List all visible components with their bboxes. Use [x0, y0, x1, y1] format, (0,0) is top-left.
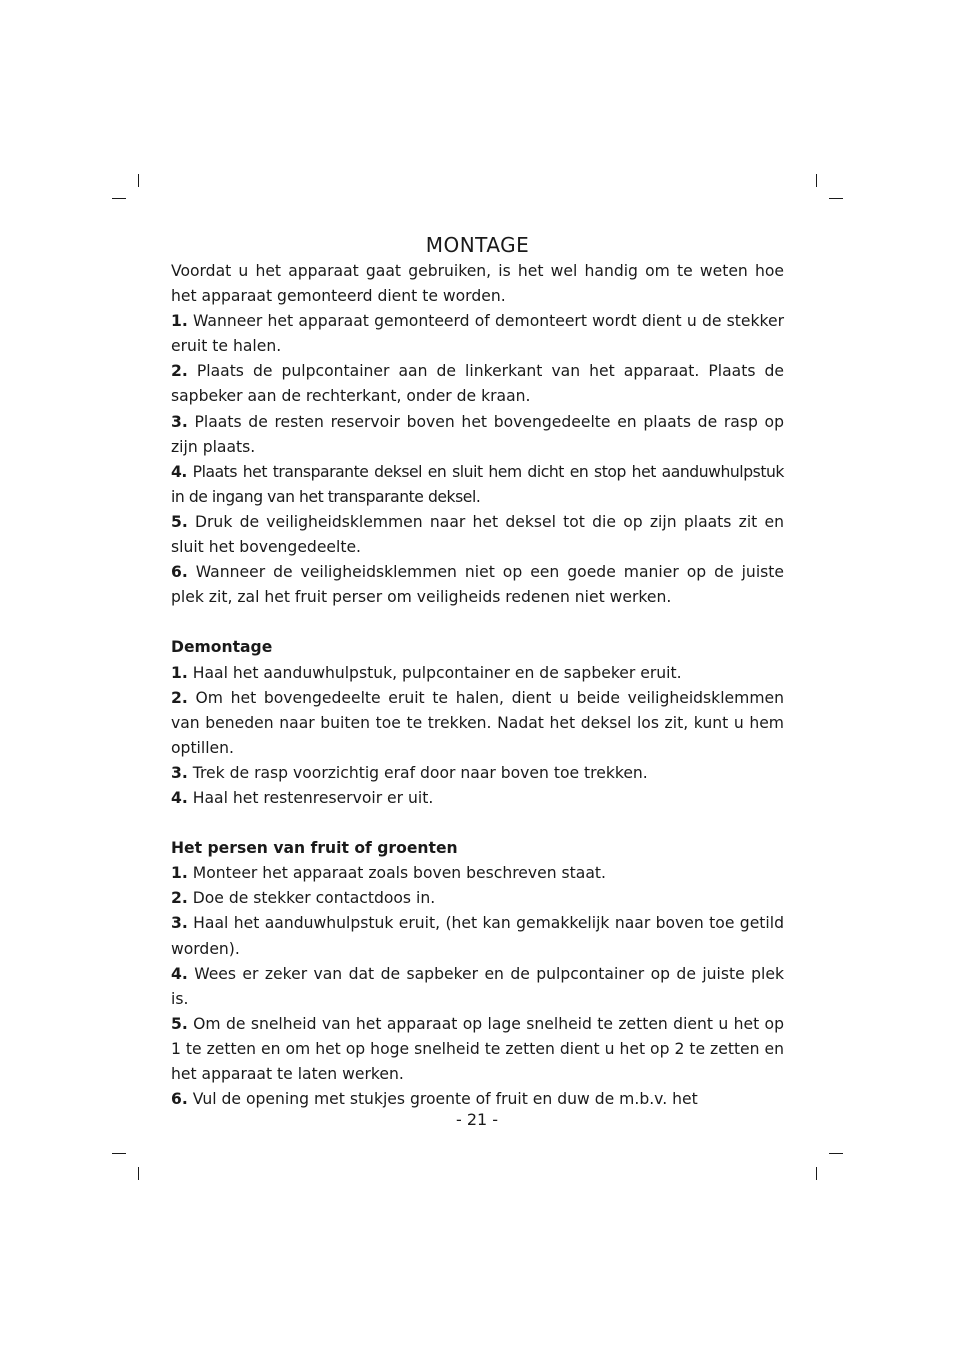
step-number: 5.: [171, 1014, 188, 1033]
section-spacer: [171, 610, 784, 635]
page-title: MONTAGE: [425, 233, 530, 257]
crop-mark-bottom-right-vertical: [816, 1167, 817, 1180]
step-text: Om de snelheid van het apparaat op lage snelheid te zetten dient u het op 1 te zetten en om het op hoge snelheid te zetten dient u het op 2 te zetten en het apparaat te laten werken.: [171, 1014, 784, 1083]
crop-mark-bottom-left-vertical: [138, 1167, 139, 1180]
step-number: 4.: [171, 788, 188, 807]
step-text: Haal het aanduwhulpstuk, pulpcontainer en de sapbeker eruit.: [192, 663, 682, 682]
demontage-heading: Demontage: [171, 638, 273, 657]
intro-paragraph: Voordat u het apparaat gaat gebruiken, is het wel handig om te weten hoe het apparaat gemonteerd dient te worden.: [171, 262, 784, 306]
step-text: Druk de veiligheidsklemmen naar het deksel tot die op zijn plaats zit en sluit het bovengedeelte.: [171, 512, 784, 557]
persen-step: [171, 886, 784, 911]
montage-step: [171, 460, 784, 510]
crop-mark-top-left-horizontal: [112, 198, 126, 199]
step-text: Wanneer het apparaat gemonteerd of demonteert wordt dient u de stekker eruit te halen.: [171, 312, 784, 356]
step-number: 3.: [171, 763, 188, 782]
step-text: Vul de opening met stukjes groente of fruit en duw de m.b.v. het: [192, 1090, 698, 1109]
persen-step: [171, 861, 784, 886]
step-number: 5.: [171, 512, 188, 531]
step-number: 1.: [171, 663, 188, 682]
montage-step: [171, 510, 784, 560]
demontage-step: [171, 661, 784, 686]
montage-step: [171, 560, 784, 610]
step-text: Haal het aanduwhulpstuk eruit, (het kan gemakkelijk naar boven toe getild worden).: [171, 914, 784, 958]
crop-mark-top-right-horizontal: [829, 198, 843, 199]
montage-step: [171, 309, 784, 359]
step-number: 4.: [171, 462, 187, 481]
step-number: 1.: [171, 864, 188, 883]
step-text: Wees er zeker van dat de sapbeker en de pulpcontainer op de juiste plek is.: [171, 964, 784, 1008]
step-text: Trek de rasp voorzichtig eraf door naar boven toe trekken.: [192, 763, 648, 782]
page-content: [171, 232, 784, 1112]
persen-section: [171, 836, 784, 1112]
step-number: 4.: [171, 964, 188, 983]
persen-step: [171, 1012, 784, 1087]
demontage-section: [171, 635, 784, 811]
persen-step: [171, 911, 784, 961]
step-text: Haal het restenreservoir er uit.: [192, 788, 434, 807]
step-text: Plaats de pulpcontainer aan de linkerkant van het apparaat. Plaats de sapbeker aan de rechterkant, onder de kraan.: [171, 362, 784, 406]
step-number: 2.: [171, 889, 188, 908]
demontage-step: [171, 761, 784, 786]
crop-mark-bottom-left-horizontal: [112, 1153, 126, 1154]
step-text: Wanneer de veiligheidsklemmen niet op een goede manier op de juiste plek zit, zal het fruit perser om veiligheids redenen niet werken.: [171, 563, 784, 607]
persen-step: [171, 962, 784, 1012]
montage-step: [171, 359, 784, 409]
step-number: 6.: [171, 563, 188, 582]
step-text: Om het bovengedeelte eruit te halen, dient u beide veiligheidsklemmen van beneden naar buiten toe te trekken. Nadat het deksel los zit, kunt u hem optillen.: [171, 688, 784, 757]
step-number: 6.: [171, 1090, 188, 1109]
page-number: - 21 -: [455, 1110, 499, 1129]
step-number: 3.: [171, 914, 188, 933]
step-text: Doe de stekker contactdoos in.: [192, 889, 436, 908]
step-number: 2.: [171, 362, 188, 381]
persen-heading: Het persen van fruit of groenten: [171, 839, 458, 858]
step-text: Plaats het transparante deksel en sluit hem dicht en stop het aanduwhulpstuk in de ingang van het transparante deksel.: [171, 462, 784, 506]
crop-mark-bottom-right-horizontal: [829, 1153, 843, 1154]
section-spacer: [171, 811, 784, 836]
crop-mark-top-right-vertical: [816, 174, 817, 187]
montage-steps: [171, 309, 784, 610]
demontage-step: [171, 686, 784, 761]
crop-mark-top-left-vertical: [138, 174, 139, 187]
step-number: 3.: [171, 412, 188, 431]
step-text: Plaats de resten reservoir boven het bovengedeelte en plaats de rasp op zijn plaats.: [171, 412, 784, 456]
step-text: Monteer het apparaat zoals boven beschreven staat.: [192, 864, 606, 883]
demontage-step: [171, 786, 784, 811]
step-number: 2.: [171, 688, 188, 707]
step-number: 1.: [171, 312, 188, 331]
montage-step: [171, 410, 784, 460]
